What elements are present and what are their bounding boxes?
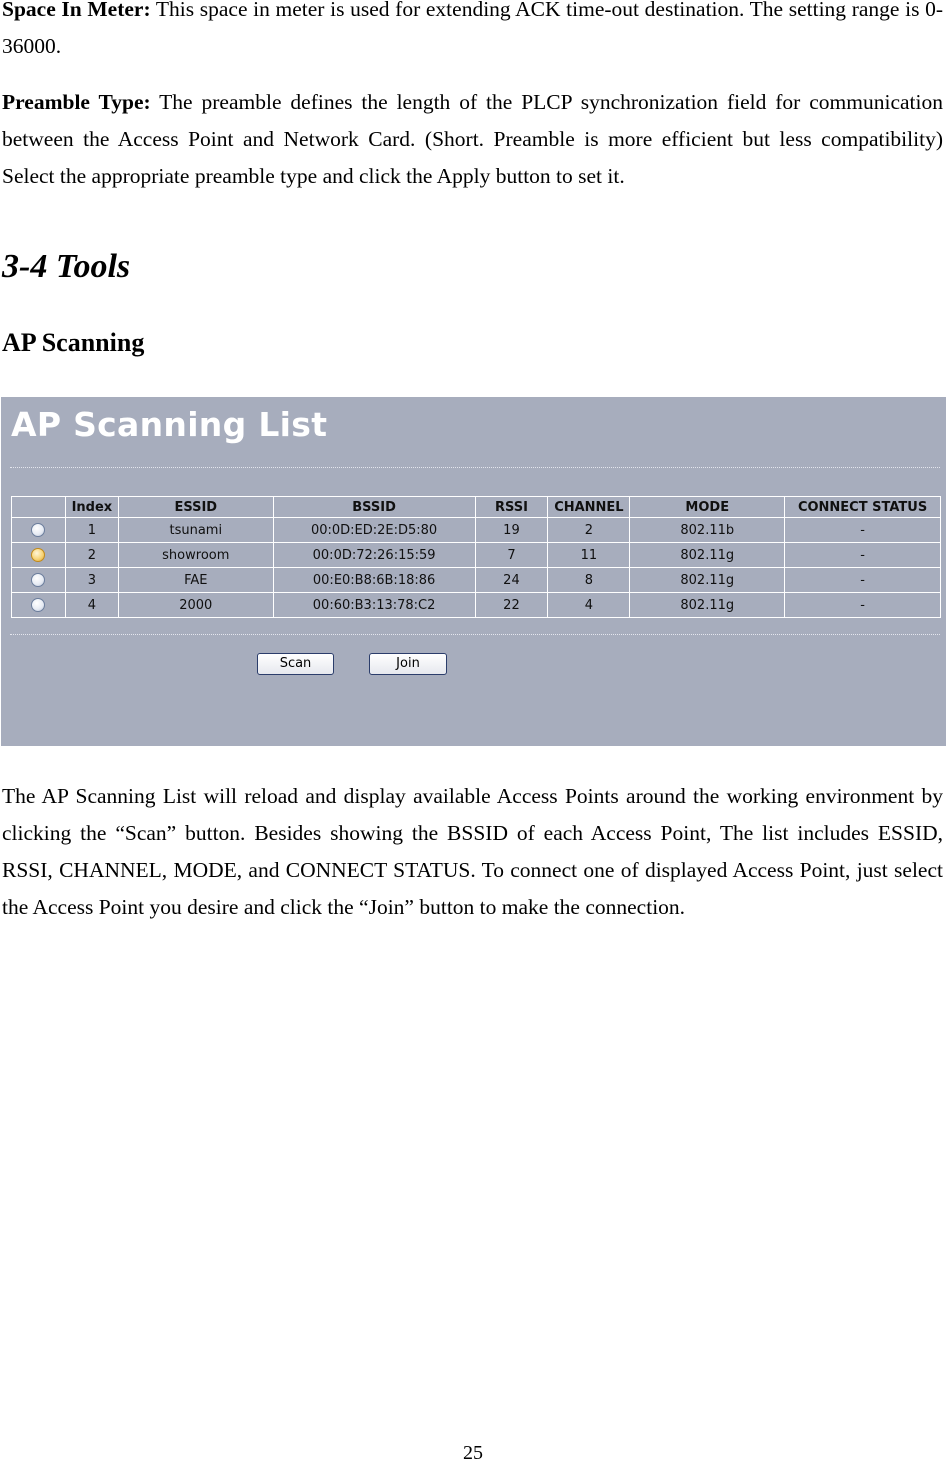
index-cell: 3 <box>65 568 118 593</box>
essid-cell: tsunami <box>118 518 273 543</box>
preamble-type-text: The preamble defines the length of the PLCP synchronization field for communication between the Access Point and Network Card. (Short. Preamble is more efficient but less compatibility) Select the appropriate preamble type and click the Apply button to set it. <box>2 90 943 188</box>
rssi-cell: 22 <box>475 593 548 618</box>
ap-scan-table <box>11 496 941 618</box>
index-cell: 1 <box>65 518 118 543</box>
page-number: 25 <box>463 1442 483 1464</box>
rssi-cell: 19 <box>475 518 548 543</box>
channel-cell: 11 <box>548 543 630 568</box>
bssid-cell: 00:0D:72:26:15:59 <box>273 543 475 568</box>
channel-cell: 4 <box>548 593 630 618</box>
join-button[interactable]: Join <box>369 653 447 675</box>
bssid-cell: 00:60:B3:13:78:C2 <box>273 593 475 618</box>
table-row[interactable] <box>12 543 941 568</box>
column-header-bssid: BSSID <box>273 497 475 518</box>
column-header-connect-status: CONNECT STATUS <box>785 497 941 518</box>
mode-cell: 802.11g <box>630 593 785 618</box>
table-row[interactable] <box>12 518 941 543</box>
connect-status-cell: - <box>785 568 941 593</box>
divider-bottom <box>10 634 940 635</box>
connect-status-cell: - <box>785 518 941 543</box>
essid-cell: showroom <box>118 543 273 568</box>
space-in-meter-term: Space In Meter: <box>2 0 151 21</box>
row-select-cell <box>12 518 66 543</box>
essid-cell: 2000 <box>118 593 273 618</box>
channel-cell: 2 <box>548 518 630 543</box>
preamble-type-paragraph <box>2 84 943 195</box>
column-header-index: Index <box>65 497 118 518</box>
essid-cell: FAE <box>118 568 273 593</box>
channel-cell: 8 <box>548 568 630 593</box>
radio-button[interactable] <box>31 598 45 612</box>
rssi-cell: 24 <box>475 568 548 593</box>
connect-status-cell: - <box>785 593 941 618</box>
row-select-cell <box>12 568 66 593</box>
row-select-cell <box>12 593 66 618</box>
divider-top <box>10 467 940 468</box>
index-cell: 4 <box>65 593 118 618</box>
radio-button[interactable] <box>31 523 45 537</box>
column-header-rssi: RSSI <box>475 497 548 518</box>
section-heading: 3-4 Tools <box>2 248 131 285</box>
table-row[interactable] <box>12 568 941 593</box>
radio-button[interactable] <box>31 573 45 587</box>
mode-cell: 802.11b <box>630 518 785 543</box>
radio-button[interactable] <box>31 548 45 562</box>
bssid-cell: 00:E0:B8:6B:18:86 <box>273 568 475 593</box>
ap-scanning-screenshot <box>1 397 946 746</box>
sub-heading: AP Scanning <box>2 328 145 357</box>
rssi-cell: 7 <box>475 543 548 568</box>
panel-title: AP Scanning List <box>11 405 328 444</box>
table-header-row <box>12 497 941 518</box>
mode-cell: 802.11g <box>630 543 785 568</box>
connect-status-cell: - <box>785 543 941 568</box>
column-header-select <box>12 497 66 518</box>
ap-scanning-description: The AP Scanning List will reload and display available Access Points around the working environment by clicking the “Scan” button. Besides showing the BSSID of each Access Point, The list includes ESSID, RSSI, CHANNEL, MODE, and CONNECT STATUS. To connect one of displayed Access Point, just select the Access Point you desire and click the “Join” button to make the connection. <box>2 784 943 919</box>
scan-button[interactable]: Scan <box>257 653 334 675</box>
column-header-channel: CHANNEL <box>548 497 630 518</box>
mode-cell: 802.11g <box>630 568 785 593</box>
column-header-essid: ESSID <box>118 497 273 518</box>
column-header-mode: MODE <box>630 497 785 518</box>
row-select-cell <box>12 543 66 568</box>
index-cell: 2 <box>65 543 118 568</box>
space-in-meter-text: This space in meter is used for extending ACK time-out destination. The setting range is 0-36000. <box>2 0 943 58</box>
preamble-type-term: Preamble Type: <box>2 90 151 114</box>
bssid-cell: 00:0D:ED:2E:D5:80 <box>273 518 475 543</box>
space-in-meter-paragraph <box>2 0 943 65</box>
table-row[interactable] <box>12 593 941 618</box>
